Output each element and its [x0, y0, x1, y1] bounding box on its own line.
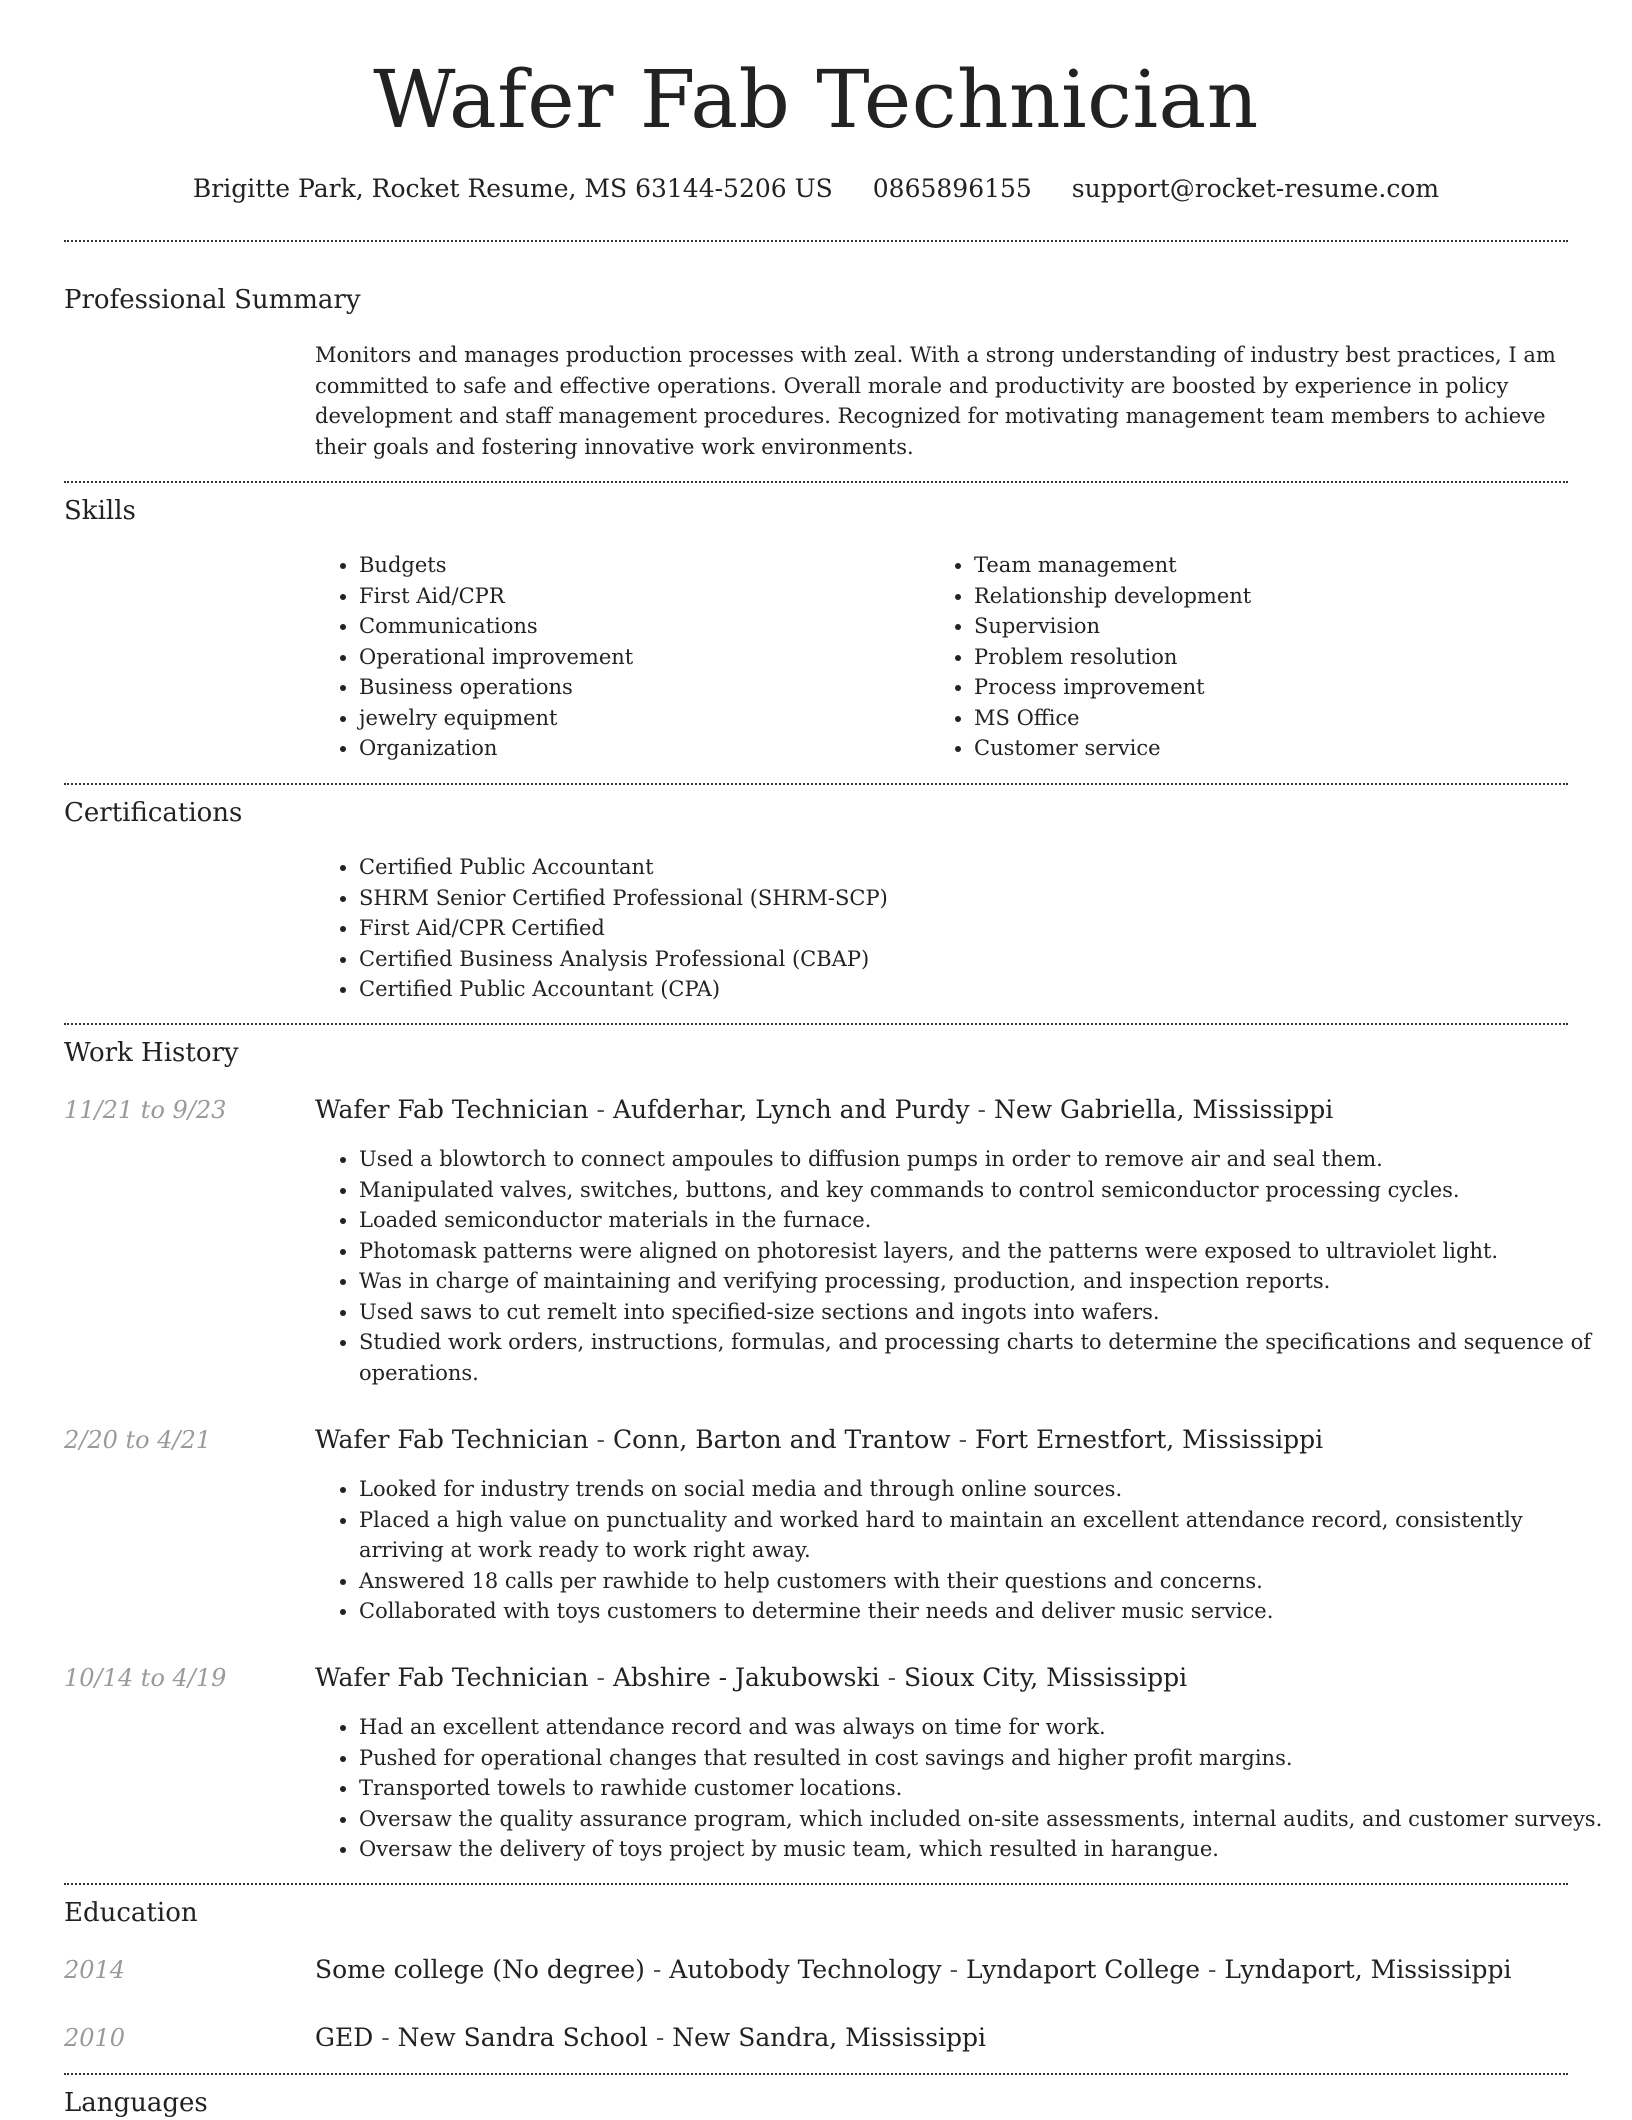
contact-line: [0, 171, 1632, 207]
separator: -: [644, 1955, 670, 1984]
separator: -: [941, 1955, 966, 1984]
contact-phone: 0865896155: [872, 174, 1032, 203]
job-location: New Gabriella, Mississippi: [993, 1095, 1334, 1124]
certification-item: • Certified Business Analysis Professional (CBAP): [359, 944, 1559, 975]
job-title: Wafer Fab Technician: [315, 1425, 589, 1454]
job-bullets: [315, 1712, 1609, 1865]
summary-text: Monitors and manages production processes with zeal. With a strong understanding of industry best practices, I am committed to safe and effective operations. Overall morale and productivity are boosted by experience in policy development and staff management procedures. Recognized for motivating management team members to achieve their goals and fostering innovative work environments.: [315, 343, 1556, 459]
job-bullet: • Used a blowtorch to connect ampoules to diffusion pumps in order to remove air and seal them.: [359, 1144, 1609, 1175]
section-divider: [64, 1883, 1568, 1885]
job-heading: [315, 1094, 1333, 1126]
certifications-list: [315, 852, 1559, 1005]
job-company: Abshire - Jakubowski: [612, 1663, 880, 1692]
separator: -: [879, 1663, 904, 1692]
skill-item: • Budgets: [359, 550, 919, 581]
job-company: Conn, Barton and Trantow: [612, 1425, 951, 1454]
education-location: New Sandra, Mississippi: [672, 2023, 987, 2052]
job-bullets: [315, 1144, 1609, 1388]
resume-title: Wafer Fab Technician: [373, 53, 1259, 146]
skill-item: • Communications: [359, 611, 919, 642]
job-dates: 11/21 to 9/23: [64, 1096, 227, 1124]
education-year: 2014: [64, 1956, 126, 1984]
job-bullet: • Oversaw the delivery of toys project by music team, which resulted in harangue.: [359, 1834, 1609, 1865]
job-bullet: • Looked for industry trends on social media and through online sources.: [359, 1474, 1609, 1505]
skill-item: • Customer service: [974, 733, 1594, 764]
certifications-heading: Certifications: [64, 798, 243, 828]
job-bullet: • Was in charge of maintaining and verifying processing, production, and inspection reports.: [359, 1266, 1609, 1297]
contact-email: support@rocket-resume.com: [1071, 174, 1440, 203]
job-bullet: • Manipulated valves, switches, buttons, and key commands to control semiconductor processing cycles.: [359, 1175, 1609, 1206]
skills-list-left: [315, 550, 919, 764]
skill-item: • Relationship development: [974, 581, 1594, 612]
education-entry: [315, 2022, 986, 2054]
education-year: 2010: [64, 2024, 126, 2052]
skills-list-right: [930, 550, 1594, 764]
job-bullet: • Pushed for operational changes that resulted in cost savings and higher profit margins.: [359, 1743, 1609, 1774]
separator: -: [588, 1663, 613, 1692]
separator: -: [647, 2023, 673, 2052]
job-bullet: • Photomask patterns were aligned on photoresist layers, and the patterns were exposed to ultraviolet light.: [359, 1236, 1609, 1267]
separator: -: [950, 1425, 976, 1454]
skill-item: • Organization: [359, 733, 919, 764]
job-bullet: • Used saws to cut remelt into specified-size sections and ingots into wafers.: [359, 1297, 1609, 1328]
languages-heading: Languages: [64, 2088, 208, 2118]
section-divider: [64, 1023, 1568, 1025]
contact-address: Brigitte Park, Rocket Resume, MS 63144-5206 US: [192, 174, 833, 203]
skill-item: • Operational improvement: [359, 642, 919, 673]
separator: -: [1200, 1955, 1225, 1984]
education-degree: Some college (No degree): [315, 1955, 645, 1984]
skill-item: • Process improvement: [974, 672, 1594, 703]
certification-item: • Certified Public Accountant: [359, 852, 1559, 883]
job-company: Aufderhar, Lynch and Purdy: [612, 1095, 970, 1124]
skill-item: • Supervision: [974, 611, 1594, 642]
job-bullet: • Had an excellent attendance record and was always on time for work.: [359, 1712, 1609, 1743]
job-bullet: • Studied work orders, instructions, formulas, and processing charts to determine the specifications and sequence of operations.: [359, 1327, 1609, 1388]
job-location: Fort Ernestfort, Mississippi: [975, 1425, 1324, 1454]
education-field: Autobody Technology: [669, 1955, 942, 1984]
skill-item: • Team management: [974, 550, 1594, 581]
section-divider: [64, 783, 1568, 785]
job-bullet: • Collaborated with toys customers to determine their needs and deliver music service.: [359, 1596, 1609, 1627]
education-school: New Sandra School: [397, 2023, 648, 2052]
skill-item: • First Aid/CPR: [359, 581, 919, 612]
skills-heading: Skills: [64, 496, 136, 526]
education-school: Lyndaport College: [965, 1955, 1201, 1984]
job-title: Wafer Fab Technician: [315, 1095, 589, 1124]
separator: -: [969, 1095, 994, 1124]
section-divider: [64, 481, 1568, 483]
separator: -: [588, 1095, 613, 1124]
education-entry: [315, 1954, 1512, 1986]
job-title: Wafer Fab Technician: [315, 1663, 589, 1692]
certification-item: • Certified Public Accountant (CPA): [359, 974, 1559, 1005]
job-bullet: • Oversaw the quality assurance program, which included on-site assessments, internal audits, and customer surveys.: [359, 1804, 1609, 1835]
certification-item: • First Aid/CPR Certified: [359, 913, 1559, 944]
separator: -: [373, 2023, 398, 2052]
job-heading: [315, 1662, 1187, 1694]
job-dates: 2/20 to 4/21: [64, 1426, 212, 1454]
education-heading: Education: [64, 1898, 198, 1928]
section-divider: [64, 240, 1568, 242]
separator: -: [588, 1425, 613, 1454]
job-heading: [315, 1424, 1323, 1456]
job-bullet: • Placed a high value on punctuality and worked hard to maintain an excellent attendance record, consistently arriving at work ready to work right away.: [359, 1505, 1609, 1566]
certification-item: • SHRM Senior Certified Professional (SHRM-SCP): [359, 883, 1559, 914]
section-divider: [64, 2073, 1568, 2075]
job-bullet: • Transported towels to rawhide customer locations.: [359, 1773, 1609, 1804]
skill-item: • MS Office: [974, 703, 1594, 734]
education-degree: GED: [315, 2023, 374, 2052]
skill-item: • Business operations: [359, 672, 919, 703]
work-history-heading: Work History: [64, 1038, 239, 1068]
job-bullet: • Loaded semiconductor materials in the furnace.: [359, 1205, 1609, 1236]
skill-item: • Problem resolution: [974, 642, 1594, 673]
job-bullet: • Answered 18 calls per rawhide to help customers with their questions and concerns.: [359, 1566, 1609, 1597]
skill-item: • jewelry equipment: [359, 703, 919, 734]
job-location: Sioux City, Mississippi: [903, 1663, 1188, 1692]
job-dates: 10/14 to 4/19: [64, 1664, 227, 1692]
summary-heading: Professional Summary: [64, 285, 361, 315]
education-location: Lyndaport, Mississippi: [1224, 1955, 1512, 1984]
job-bullets: [315, 1474, 1609, 1627]
